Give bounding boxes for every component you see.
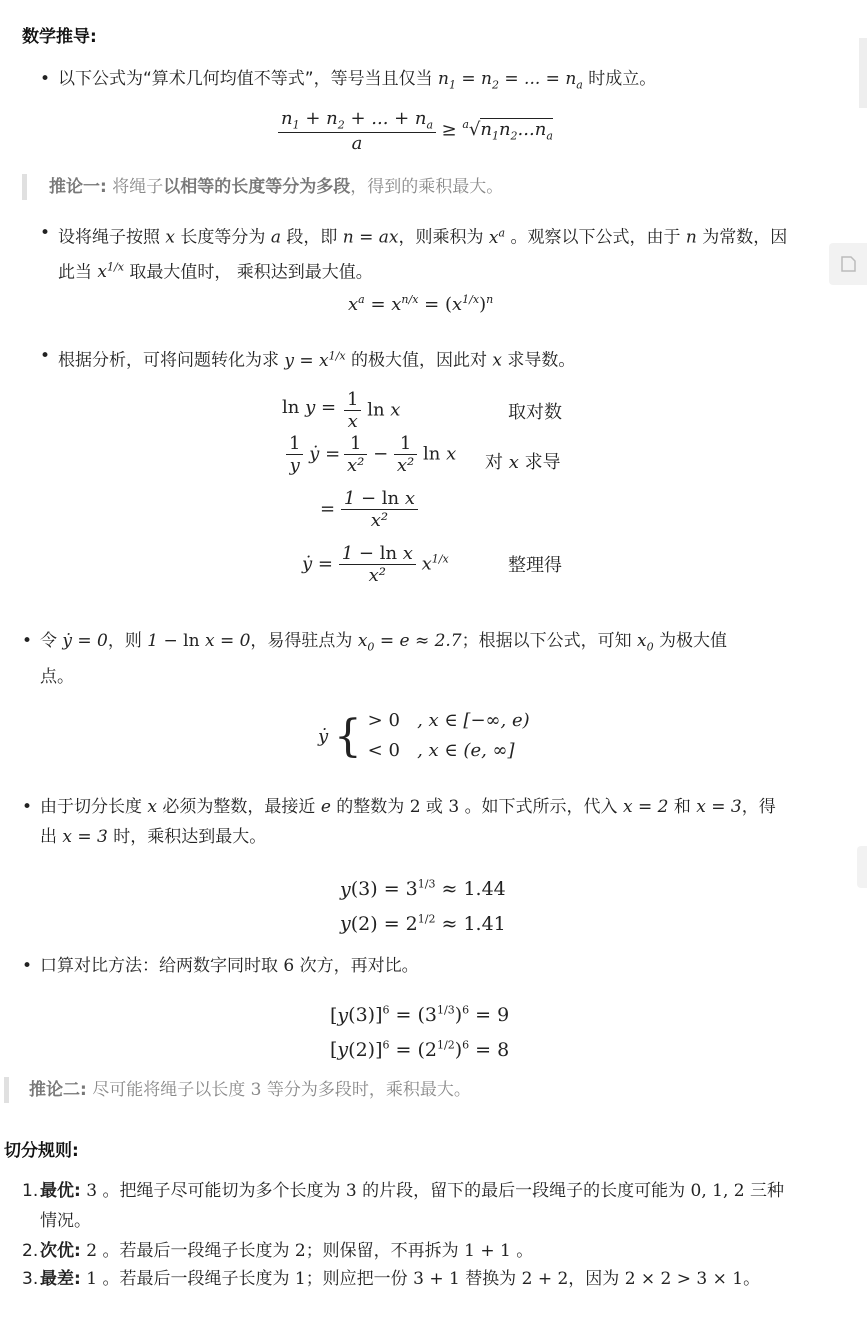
bullet-equal-split: • 设将绳子按照 x 长度等分为 a 段，即 n = ax，则乘积为 $x^a$ 。观察以下公式，由于 n 为常数，因 此当 $x^{1/x}$ 取最大值时， 乘积达到最大值。	[40, 223, 788, 283]
formula-power: $x^a = x^{n/x} = (x^{1/x})^n$	[348, 293, 494, 315]
section-heading-rules: 切分规则:	[4, 1141, 79, 1161]
formula-sixth-power: $[y(3)]^6 = (3^{1/3})^6 = 9$ $[y(2)]^6 = (2^{1/2})^6 = 8$	[330, 1004, 510, 1061]
rule-item-worst: 3. 最差: 1 。若最后一段绳子长度为 1；则应把一份 3 + 1 替换为 2 + 2，因为 2 × 2 > 3 × 1。	[22, 1269, 761, 1289]
bullet-amgm: • 以下公式为“算术几何均值不等式”，等号当且仅当 $n_1 = n_2$ = ... = $n_a$ 时成立。	[40, 69, 657, 92]
scrollbar[interactable]	[859, 38, 867, 108]
bullet-derivative: • 根据分析，可将问题转化为求 $y = x^{1/x}$ 的极大值，因此对 x 求导数。	[40, 346, 576, 371]
formula-derivation: ln y = $\frac{1}{x}$ ln x $\frac{1}{y}$ ẏ = $\frac{1}{\text{x²}}$ − $\frac{1}{\text{x²}}$ ln x = $\frac{\text{1 − ln x}}{\text{x²}}$ ẏ = $\frac{\text{1 − ln x}}{\text{x²}}$ $x^{1/x}$ 取对数 对 x 求导 整理得	[282, 389, 562, 586]
rule-item-second: 2. 次优: 2 。若最后一段绳子长度为 2；则保留，不再拆为 1 + 1 。	[22, 1241, 534, 1261]
formula-compare: $y(3) = 3^{1/3} \approx 1.44$ $y(2) = 2^{1/2} \approx 1.41$	[340, 878, 506, 935]
formula-sign-cases: ẏ { > 0 , x ∈ [−∞, e) < 0 , x ∈ (e, ∞]	[318, 710, 530, 762]
bullet-integer-choice: • 由于切分长度 x 必须为整数，最接近 e 的整数为 2 或 3 。如下式所示，代入 x = 2 和 x = 3，得 出 x = 3 时，乘积达到最大。	[22, 797, 776, 847]
formula-amgm: $\frac{n_1 + n_2 + ... + n_a}{a}$ ≥ $^a√n_1n_2...n_a$	[278, 108, 553, 154]
section-heading-derivation: 数学推导:	[22, 27, 97, 47]
rule-item-best: 1. 最优: 3 。把绳子尽可能切为多个长度为 3 的片段，留下的最后一段绳子的长度可能为 0, 1, 2 三种 情况。	[22, 1181, 784, 1231]
side-tab-2[interactable]	[857, 846, 867, 888]
bullet-mental-math: • 口算对比方法：给两数字同时取 6 次方，再对比。	[22, 956, 419, 976]
corollary-one: 推论一: 将绳子以相等的长度等分为多段，得到的乘积最大。	[22, 174, 503, 200]
corollary-two: 推论二: 尽可能将绳子以长度 3 等分为多段时，乘积最大。	[4, 1077, 471, 1103]
bullet-stationary-point: • 令 ẏ = 0，则 1 − ln x = 0，易得驻点为 $x_0 = e \approx 2.7$；根据以下公式，可知 $x_0$ 为极大值 点。	[22, 631, 728, 688]
